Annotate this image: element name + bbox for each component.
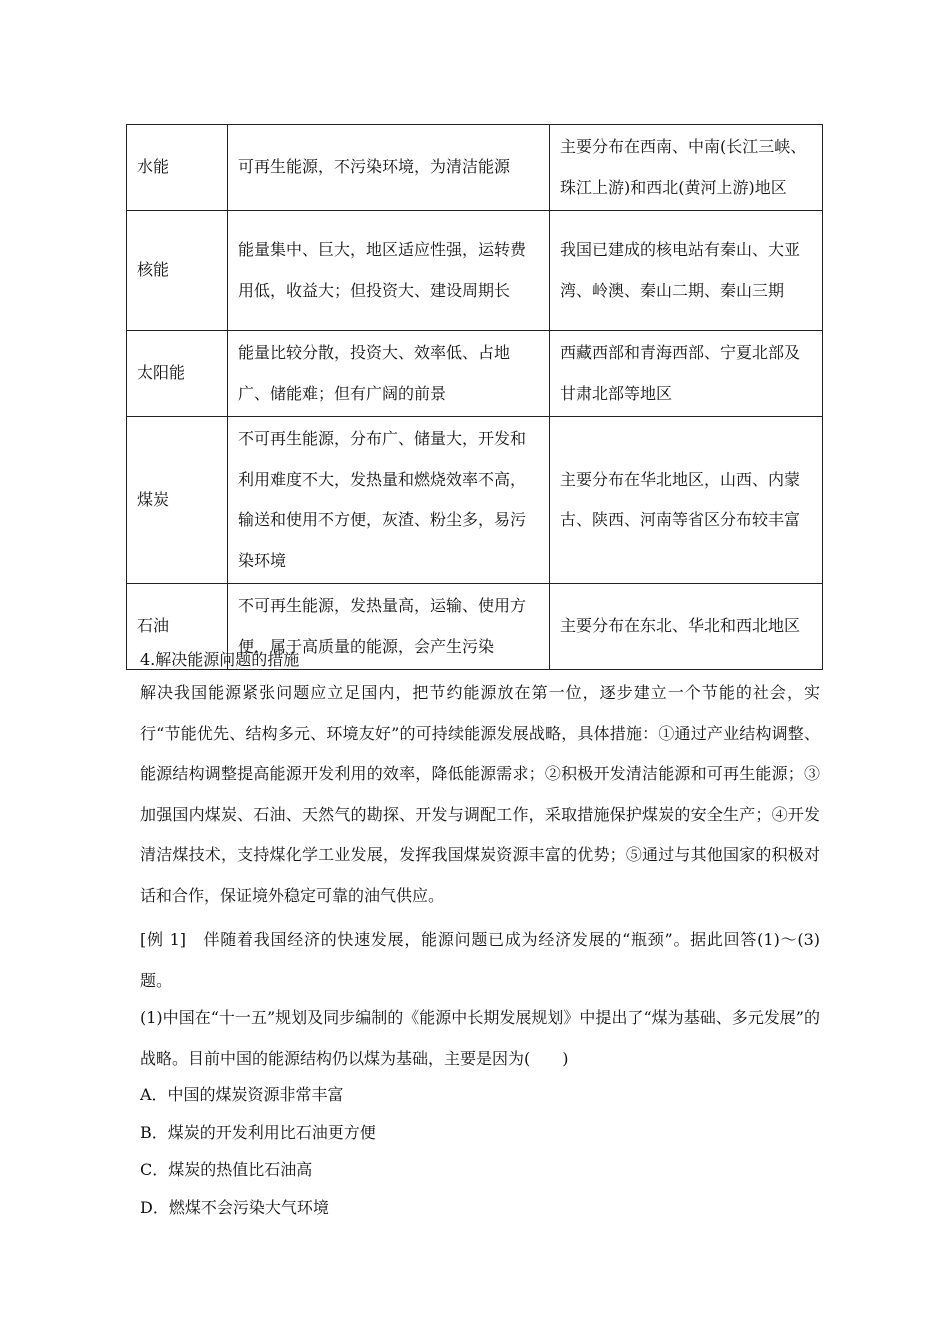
energy-feature-cell: 可再生能源，不污染环境，为清洁能源	[228, 125, 550, 211]
table-row	[127, 417, 823, 584]
energy-name-cell: 水能	[127, 125, 228, 211]
answer-options	[140, 1076, 820, 1226]
energy-distribution-cell: 主要分布在华北地区，山西、内蒙古、陕西、河南等省区分布较丰富	[550, 417, 823, 584]
energy-distribution-cell: 主要分布在西南、中南(长江三峡、珠江上游)和西北(黄河上游)地区	[550, 125, 823, 211]
example-intro: [例 1] 伴随着我国经济的快速发展，能源问题已成为经济发展的“瓶颈”。据此回答(1)～(3)题。	[140, 930, 820, 990]
option-d: D．燃煤不会污染大气环境	[140, 1197, 329, 1217]
energy-table	[126, 124, 823, 670]
energy-distribution-cell: 我国已建成的核电站有秦山、大亚湾、岭澳、秦山二期、秦山三期	[550, 211, 823, 331]
section-heading: 4.解决能源问题的措施	[140, 650, 300, 669]
energy-feature-cell: 能量集中、巨大，地区适应性强，运转费用低，收益大；但投资大、建设周期长	[228, 211, 550, 331]
table-row	[127, 211, 823, 331]
table-row	[127, 331, 823, 417]
energy-feature-cell: 不可再生能源，发热量高，运输、使用方便，属于高质量的能源，会产生污染	[228, 584, 550, 670]
option-a: A．中国的煤炭资源非常丰富	[140, 1085, 344, 1104]
energy-name-cell: 石油	[127, 584, 228, 670]
energy-distribution-cell: 西藏西部和青海西部、宁夏北部及甘肃北部等地区	[550, 331, 823, 417]
energy-name-cell: 太阳能	[127, 331, 228, 417]
energy-feature-cell: 不可再生能源，分布广、储量大，开发和利用难度不大，发热量和燃烧效率不高，输送和使用不方便，灰渣、粉尘多，易污染环境	[228, 417, 550, 584]
table-row	[127, 125, 823, 211]
energy-feature-cell: 能量比较分散，投资大、效率低、占地广、储能难；但有广阔的前景	[228, 331, 550, 417]
energy-name-cell: 煤炭	[127, 417, 228, 584]
option-b: B．煤炭的开发利用比石油更方便	[140, 1122, 376, 1142]
energy-name-cell: 核能	[127, 211, 228, 331]
option-c: C．煤炭的热值比石油高	[140, 1160, 313, 1179]
question-text: (1)中国在“十一五”规划及同步编制的《能源中长期发展规划》中提出了“煤为基础、多元发展”的战略。目前中国的能源结构仍以煤为基础，主要是因为( )	[140, 1008, 820, 1068]
energy-distribution-cell: 主要分布在东北、华北和西北地区	[550, 584, 823, 670]
measures-paragraph: 解决我国能源紧张问题应立足国内，把节约能源放在第一位，逐步建立一个节能的社会，实行“节能优先、结构多元、环境友好”的可持续能源发展战略，具体措施：①通过产业结构调整、能源结构调整提高能源开发利用的效率，降低能源需求；②积极开发清洁能源和可再生能源；③加强国内煤炭、石油、天然气的勘探、开发与调配工作，采取措施保护煤炭的安全生产；④开发清洁煤技术，支持煤化学工业发展，发挥我国煤炭资源丰富的优势；⑤通过与其他国家的积极对话和合作，保证境外稳定可靠的油气供应。	[140, 683, 820, 905]
